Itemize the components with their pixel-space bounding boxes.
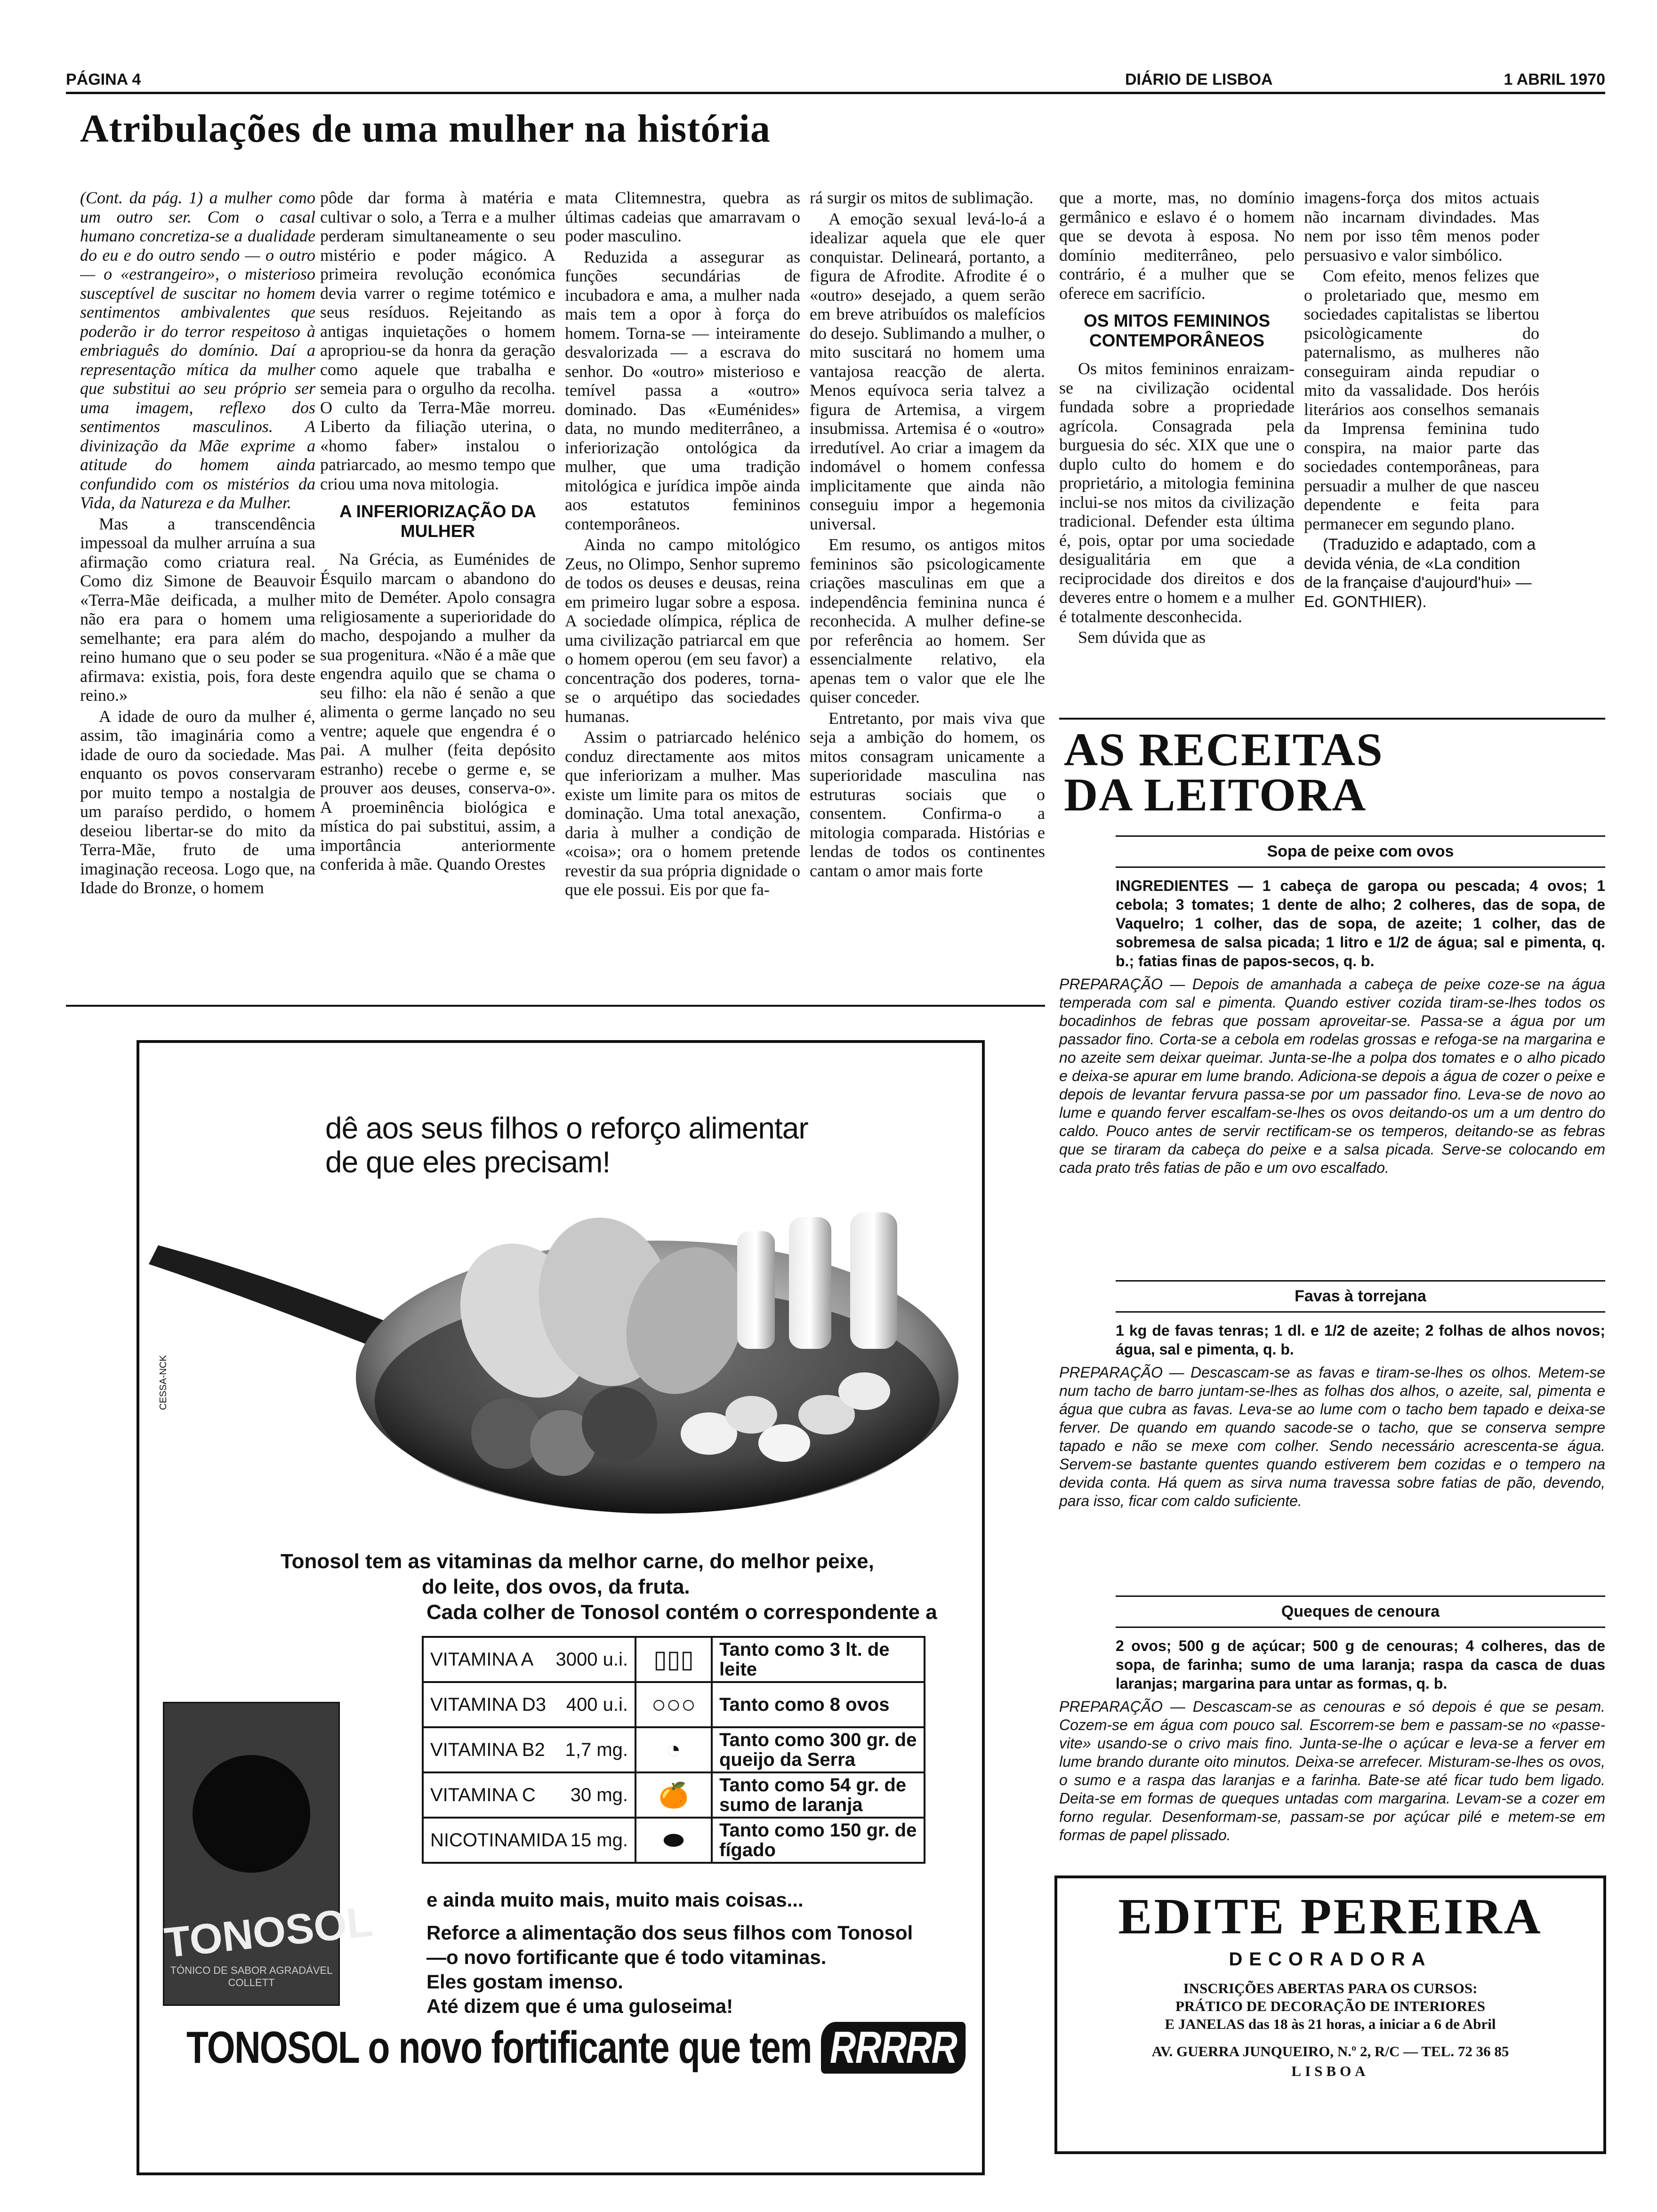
vitamin-name-cell [423,1637,635,1682]
paragraph: Ainda no campo mitológico Zeus, no Olimpo, Senhor supremo de todos os deuses e deusas, reina em primeiro lugar sobre a esposa. A sociedade olímpica, réplica de uma civilização patriarcal em que o homem operou (em seu favor) a concentração dos poderes, torna-se o arquétipo das sociedades humanas. [565,535,800,726]
paragraph: (Cont. da pág. 1) a mulher como um outro ser. Com o casal humano concretiza-se a dualidade do eu e do outro sendo — o outro — o «estrangeiro», o misterioso susceptível de suscitar no homem sentimentos ambivalentes que poderão ir do terror respeitoso à embriaguês do domínio. Daí a representação mítica da mulher que substitui ao seu próprio ser uma imagem, reflexo dos sentimentos masculinos. A divinização da Mãe exprime a atitude do homem ainda confundido com os mistérios da Vida, da Natureza e da Mulher. [80,188,315,512]
vitamin-table [422,1636,925,1864]
recipe-preparation: PREPARAÇÃO — Descascam-se as cenouras e só depois é que se pesam. Cozem-se em água com pouco sal. Escorrem-se bem e passam-se no «passe-vite» usando-se o crivo mais fino. Junta-se-lhe o açúcar e leva-se a ferver em lume brando durante oito minutos. Deixa-se arrefecer. Misturam-se-lhes os ovos, o sumo e a raspa das laranjas e a farinha. Bate-se até ficar tudo bem ligado. Deita-se em formas de queques untadas com margarina. Levam-se a cozer em forno regular. Desenformam-se, passam-se por açúcar pilé e metem-se em formas de papel plissado. [1059,1698,1605,1843]
vitamin-amount: 15 mg. [570,1829,628,1851]
package-subtitle: TÓNICO DE SABOR AGRADÁVEL COLLETT [170,1964,333,1988]
ad-slogan: TONOSOL o novo fortificante que tem RRRRR [186,2022,965,2074]
vitamin-row [423,1682,925,1727]
package-disc-graphic [193,1755,310,1873]
newspaper-name: DIÁRIO DE LISBOA [1125,71,1273,88]
recipe-favas-a-torrejana [1059,1280,1605,1510]
article-column-2 [320,188,555,998]
ad-tagline: dê aos seus filhos o reforço alimentar de que eles precisam! [325,1111,808,1179]
eggs-icon: ○○○ [635,1682,712,1727]
article-column-1 [80,188,315,998]
package-brand: TONOSOL [162,1898,375,1967]
paragraph: Entretanto, por mais viva que seja a ambição do homem, os mitos consagram unicamente a superioridade masculina nas estruturas sociais que o consentem. Confirma-o a mitologia comparada. Histórias e lendas de todos os continentes cantam o amor mais forte [810,708,1045,880]
advertiser-city: LISBOA [1291,2063,1369,2079]
ad-body-copy: e ainda muito mais, muito mais coisas... Reforce a alimentação dos seus filhos com Tonosol —o novo fortificante que é todo vitaminas. Eles gostam imenso. Até dizem que é uma guloseima! [426,1889,913,2017]
recipes-top-rule [1059,718,1605,720]
article-column-5 [1059,188,1295,706]
liver-icon: ⬬ [635,1818,712,1863]
page-number: PÁGINA 4 [66,71,141,88]
vitamin-equivalent: Tanto como 54 gr. de sumo de laranja [712,1772,925,1818]
paragraph: imagens-força dos mitos actuais não incarnam divindades. Mas nem por isso têm menos poder persuasivo e valor simbólico. [1304,188,1539,264]
masthead-rule [66,92,1605,94]
masthead [66,71,1605,94]
advertiser-name: EDITE PEREIRA [1118,1889,1543,1945]
course-info: INSCRIÇÕES ABERTAS PARA OS CURSOS: PRÁTICO DE DECORAÇÃO DE INTERIORES E JANELAS das 18 às 21 horas, a iniciar a 6 de Abril [1165,1980,1496,2032]
vitamin-amount: 3000 u.i. [555,1649,628,1670]
milk-bottles-icon: ▯▯▯ [635,1637,712,1682]
subheading: A INFERIORIZAÇÃO DA MULHER [339,502,536,541]
vitamin-amount: 30 mg. [570,1784,628,1805]
ad-vitamin-claim: Tonosol tem as vitaminas da melhor carne, do melhor peixe, do leite, dos ovos, da fruta. [281,1550,874,1598]
vitamin-name-cell [423,1818,635,1863]
vitamin-name-cell [423,1682,635,1727]
recipe-title: Queques de cenoura [1116,1595,1605,1628]
paragraph: Com efeito, menos felizes que o proletariado que, mesmo em sociedades capitalistas se libertou psicològicamente do paternalismo, as mulheres não conseguiram ainda repudiar o mito da vassalidade. Dos heróis literários aos conselhos semanais da Imprensa feminina tudo conspira, na maior parte das sociedades contemporâneas, para persuadir a mulher de que nasceu dependente e feita para permanecer em segundo plano. [1304,266,1539,533]
article-bottom-rule [66,1005,1045,1007]
paragraph: Mas a transcendência impessoal da mulher arruína a sua afirmação como criatura real. Como diz Simone de Beauvoir «Terra-Mãe deificada, a mulher não era para o homem uma semelhante; era para além do reino humano que o seu poder se afirmava: existia, pois, fora deste reino.» [80,514,315,705]
vitamin-equivalent: Tanto como 150 gr. de fígado [712,1818,925,1863]
vitamin-name-cell [423,1772,635,1818]
paragraph: mata Clitemnestra, quebra as últimas cadeias que amarravam o poder masculino. [565,188,800,245]
recipe-ingredients: 1 kg de favas tenras; 1 dl. e 1/2 de azeite; 2 folhas de alhos novos; água, sal e pimenta, q. b. [1116,1322,1605,1358]
recipe-title: Sopa de peixe com ovos [1116,835,1605,868]
ad-agency-credit: CESSA-NCK [158,1355,169,1410]
issue-date: 1 ABRIL 1970 [1504,71,1605,88]
paragraph: rá surgir os mitos de sublimação. [810,188,1034,207]
paragraph: Sem dúvida que as [1078,628,1206,647]
vitamin-name: VITAMINA B2 [430,1739,545,1760]
vitamin-equivalent: Tanto como 3 lt. de leite [712,1637,925,1682]
vitamin-equivalent: Tanto como 8 ovos [712,1682,925,1727]
source-credit: (Traduzido e adaptado, com a devida vénia, de «La condition de la française d'aujourd'hui» —Ed. GONTHIER). [1304,536,1536,611]
recipe-sopa-de-peixe [1059,835,1605,1177]
paragraph: Na Grécia, as Euménides de Ésquilo marcam o abandono do mito de Deméter. Apolo consagra religiosamente a superioridade do macho, despojando a mulher da sua progenitura. «Não é a mãe que engendra aquilo que se chama o seu filho: ela não é senão a que alimenta o germe lançado no seu ventre; aquele que engendra é o pai. A mulher (feita depósito estranho) recebe o germe e, se prouver aos deuses, conserva-o». A proeminência biológica e mística do pai substitui, assim, a importância anteriormente conferida à mãe. Quando Orestes [320,550,555,874]
paragraph: Reduzida a assegurar as funções secundárias de incubadora e ama, a mulher nada mais tem a opor à força do homem. Torna-se — inteiramente desvalorizada — a escrava do senhor. Do «outro» misterioso e temível passa a «outro» dominado. Das «Euménides» data, no mundo mediterrâneo, a inferiorização ontológica da mulher, que uma tradição mitológica e jurídica impõe ainda aos estatutos femininos contemporâneos. [565,247,800,533]
vitamin-row [423,1637,925,1682]
paragraph: que a morte, mas, no domínio germânico e eslavo é o homem que se devota à esposa. No domínio mediterrâneo, pelo contrário, é a mulher que se oferece em sacrifício. [1059,188,1295,303]
vitamin-name: VITAMINA D3 [430,1694,546,1715]
vitamin-name-cell [423,1727,635,1772]
recipe-ingredients: 2 ovos; 500 g de açúcar; 500 g de cenouras; 4 colheres, das de sopa, de farinha; sumo de uma laranja; raspa da casca de duas laranjas; margarina para untar as formas, q. b. [1116,1637,1605,1692]
rrrr-burst: RRRRR [821,2022,966,2074]
vitamin-row [423,1727,925,1772]
paragraph: A emoção sexual levá-lo-á a idealizar aquela que ele quer conquistar. Delineará, portanto, a figura de Afrodite. Afrodite é o «outro» desejado, a quem serão em breve atribuídos os malefícios do desejo. Sublimando a mulher, o mito suscitará no homem uma vantajosa reacção de alerta. Menos equívoca seria talvez a figura de Artemisa, a virgem insubmissa. Artemisa é o «outro» irredutível. Ao criar a imagem da indomável o homem confessa implicitamente que ainda não conseguiu impor a hegemonia universal. [810,209,1045,533]
tonosol-package [162,1702,375,2006]
vitamin-amount: 400 u.i. [566,1694,628,1715]
recipe-preparation: PREPARAÇÃO — Descascam-se as favas e tiram-se-lhes os olhos. Metem-se num tacho de barro juntam-se-lhes as folhas dos alhos, o azeite, sal, pimenta e água que cubra as favas. Leva-se ao lume com o tacho bem tapado e deixa-se ferver. De quando em quando sacode-se o tacho, que se conserva sempre tapado e não se mexe com colher. Sendo necessário acrescenta-se água. Servem-se bastante quentes quando estiverem bem cozidas e o tempero na devida conta. Há quem as sirva numa travessa sobre fatias de pão, devendo, para isso, ficar com caldo suficiente. [1059,1364,1605,1509]
paragraph: Em resumo, os antigos mitos femininos são psicologicamente criações masculinas em que a independência feminina nunca é reconhecida. A mulher define-se por referência ao homem. Ser essencialmente relativo, ela apenas tem o valor que ele lhe quiser conceder. [810,535,1045,706]
paragraph: Assim o patriarcado helénico conduz directamente aos mitos que inferiorizam a mulher. Mas existe um limite para os mitos de dominação. Uma total anexação, daria à mulher a condição de «coisa»; ora o homem pretende revestir da sua própria dignidade o que ele possui. Eis por que fa- [565,728,800,899]
article-column-6 [1304,188,1539,706]
recipe-queques-de-cenoura [1059,1595,1605,1844]
paragraph: Os mitos femininos enraizam-se na civilização ocidental fundada sobre a propriedade agrícola. Consagrada pela burguesia do séc. XIX que une o duplo culto do homem e do proprietário, a mitologia feminina inclui-se nos mitos da civilização tradicional. Defender esta última é, pois, optar por uma sociedade desigualitária em que a reciprocidade dos direitos e dos deveres entre o homem e a mulher é totalmente desconhecida. [1059,359,1295,626]
cheese-icon: ◔ [635,1727,712,1772]
recipe-preparation: PREPARAÇÃO — Depois de amanhada a cabeça de peixe coze-se na água temperada com sal e pimenta. Quando estiver cozida tiram-se-lhes todos os bocadinhos de febras que possam aproveitar-se. Passa-se a água por um passador fino. Corta-se a cebola em rodelas grossas e refoga-se na margarina e no azeite sem deixar queimar. Junta-se-lhe a polpa dos tomates e o alho picado e deixa-se apurar em lume brando. Adiciona-se depois a água de cozer o peixe e depois de levantar fervura passa-se por um passador fino. Leva-se de novo ao lume e quando ferver escalfam-se-lhes os ovos deitando-os um a um dentro do caldo. Pouco antes de servir rectificam-se os temperos, deitando-se as febras que se tiraram da cabeça do peixe e a salsa picada. Serve-se colocando em cada prato três fatias de pão e um ovo escalfado. [1059,976,1605,1176]
vitamin-row [423,1772,925,1818]
vitamin-name: VITAMINA A [430,1649,534,1670]
advertiser-role: DECORADORA [1229,1949,1432,1970]
advertiser-address: AV. GUERRA JUNQUEIRO, N.º 2, R/C — TEL. 72 36 85 [1151,2043,1509,2060]
orange-juice-icon: 🍊 [635,1772,712,1818]
article-headline: Atribulações de uma mulher na história [80,107,771,151]
vitamin-name: VITAMINA C [430,1784,536,1805]
recipe-ingredients: INGREDIENTES — 1 cabeça de garopa ou pescada; 4 ovos; 1 cebola; 3 tomates; 1 dente de alho; 2 colheres, das de sopa, de Vaquelro; 1 colher, das de sopa, de azeite; 1 colher, das de sobremesa de salsa picada; 1 litro e 1/2 de água; sal e pimenta, q. b.; fatias finas de papos-secos, q. b. [1116,877,1605,970]
tonosol-advertisement [137,1040,985,2175]
spoon-with-food-illustration [139,1179,982,1537]
ad-per-spoon-line: Cada colher de Tonosol contém o correspondente a [426,1601,937,1624]
paragraph: pôde dar forma à matéria e cultivar o solo, a Terra e a mulher perderam simultaneamente o seu mistério e poder mágico. A primeira revolução económica devia varrer o regime totémico e seus resíduos. Rejeitando as antigas inquietações o homem apropriou-se da honra da geração como aquele que trabalha e semeia para o orgulho da recolha. O culto da Terra-Mãe morreu. Liberto da filiação uterina, o «homo faber» instalou o patriarcado, ao mesmo tempo que criou uma nova mitologia. [320,188,555,493]
vitamin-amount: 1,7 mg. [565,1739,628,1760]
subheading: OS MITOS FEMININOS CONTEMPORÂNEOS [1083,311,1271,350]
vitamin-name: NICOTINAMIDA [430,1829,568,1851]
article-column-4 [810,188,1045,998]
edite-pereira-advertisement [1054,1875,1606,2154]
vitamin-row [423,1818,925,1863]
vitamin-equivalent: Tanto como 300 gr. de queijo da Serra [712,1727,925,1772]
paragraph: A idade de ouro da mulher é, assim, tão imaginária como a idade de ouro da sociedade. Mas enquanto os povos conservaram por muito tempo a nostalgia de um paraíso perdido, o homem deseiou libertar-se do mito da Terra-Mãe, fruto de uma imaginação receosa. Logo que, na Idade do Bronze, o homem [80,706,315,897]
article-column-3 [565,188,800,998]
recipes-section-title: AS RECEITAS DA LEITORA [1064,723,1384,821]
recipe-title: Favas à torrejana [1116,1280,1605,1313]
